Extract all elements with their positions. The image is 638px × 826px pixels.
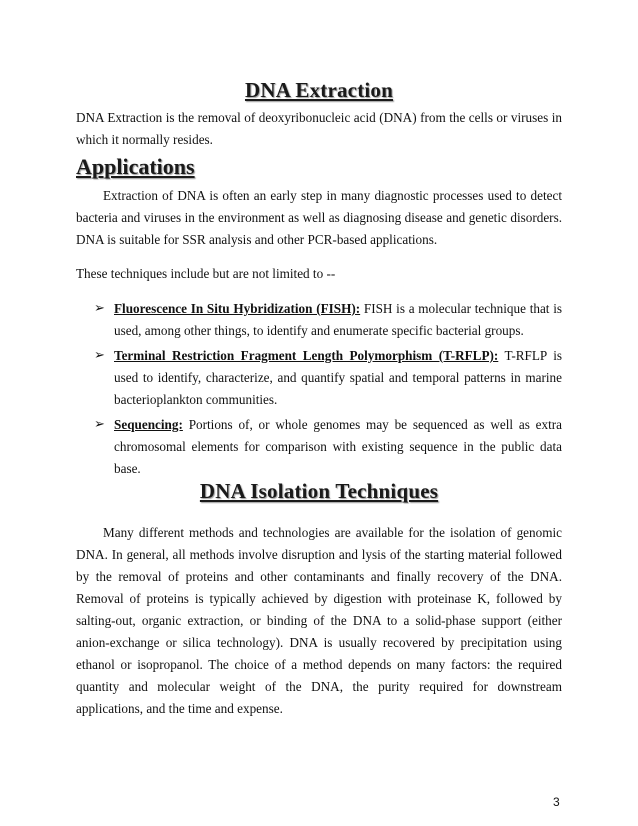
bullet-term: Sequencing: [114, 417, 183, 432]
bullet-item [94, 298, 562, 342]
bullet-description: Portions of, or whole genomes may be sequenced as well as extra chromosomal elements for comparison with existing sequence in the public data base. [114, 417, 562, 476]
bullet-term: Terminal Restriction Fragment Length Polymorphism (T-RFLP): [114, 348, 499, 363]
bullet-item [94, 345, 562, 411]
arrow-bullet-icon: ➢ [94, 348, 105, 363]
bullet-text [114, 345, 562, 411]
isolation-paragraph: Many different methods and technologies are available for the isolation of genomic DNA. In general, all methods involve disruption and lysis of the starting material followed by the removal of proteins and other contaminants and finally recovery of the DNA. Removal of proteins is typically achieved by digestion with proteinase K, followed by salting-out, organic extraction, or binding of the DNA to a solid-phase support (either anion-exchange or silica technology). DNA is usually recovered by precipitation using ethanol or isopropanol. The choice of a method depends on many factors: the required quantity and molecular weight of the DNA, the purity required for downstream applications, and the time and expense. [76, 525, 562, 716]
intro-paragraph: DNA Extraction is the removal of deoxyribonucleic acid (DNA) from the cells or viruses in which it normally resides. [76, 110, 562, 147]
page-number: 3 [553, 795, 560, 809]
bullet-description: T-RFLP is used to identify, characterize, and quantify spatial and temporal patterns in marine bacterioplankton communities. [114, 348, 562, 407]
bullet-term: Fluorescence In Situ Hybridization (FISH): [114, 301, 361, 316]
bullet-description: FISH is a molecular technique that is used, among other things, to identify and enumerate specific bacterial groups. [114, 301, 562, 338]
applications-heading: Applications [76, 154, 195, 179]
bullet-text [114, 298, 562, 342]
arrow-bullet-icon: ➢ [94, 301, 105, 316]
bullet-item [94, 414, 562, 480]
page-title: DNA Extraction [244, 78, 394, 102]
techniques-lead: These techniques include but are not limited to -- [76, 266, 336, 281]
bullet-text [114, 414, 562, 480]
applications-paragraph: Extraction of DNA is often an early step in many diagnostic processes used to detect bacteria and viruses in the environment as well as diagnosing disease and genetic disorders. DNA is suitable for SSR analysis and other PCR-based applications. [76, 188, 562, 247]
arrow-bullet-icon: ➢ [94, 417, 105, 432]
isolation-heading: DNA Isolation Techniques [199, 479, 439, 503]
